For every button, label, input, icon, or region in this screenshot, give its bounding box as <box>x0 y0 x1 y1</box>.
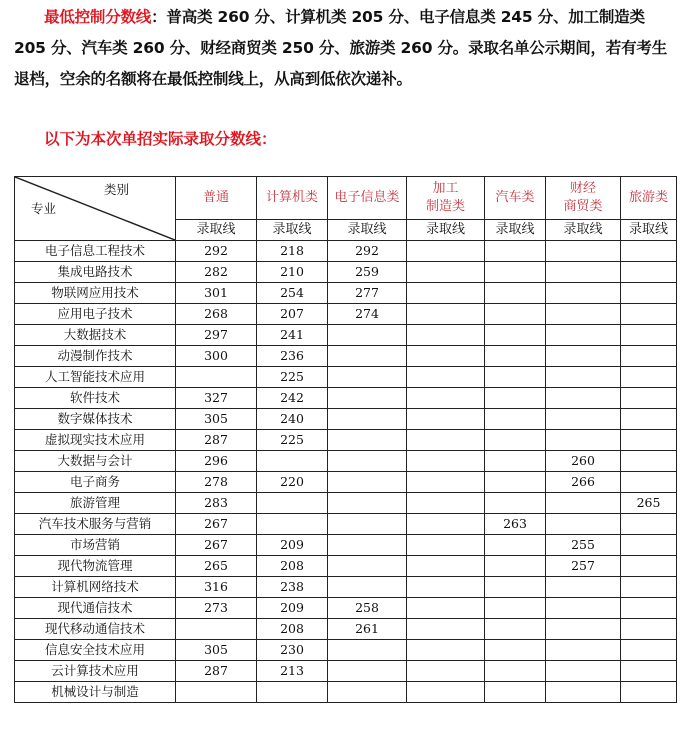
score-cell <box>485 598 546 619</box>
score-cell <box>176 367 257 388</box>
score-cell: 257 <box>546 556 621 577</box>
score-cell <box>546 682 621 703</box>
score-cell: 265 <box>176 556 257 577</box>
score-cell <box>407 304 485 325</box>
corner-category-label: 类别 <box>103 182 129 197</box>
table-row <box>15 304 677 325</box>
score-cell: 305 <box>176 409 257 430</box>
category-header-line: 旅游类 <box>628 189 668 205</box>
score-cell <box>621 367 677 388</box>
score-cell <box>546 619 621 640</box>
major-name: 现代通信技术 <box>15 598 176 619</box>
score-cell <box>407 535 485 556</box>
score-cell <box>621 241 677 262</box>
score-cell: 209 <box>257 535 328 556</box>
major-name: 人工智能技术应用 <box>15 367 176 388</box>
score-cell: 282 <box>176 262 257 283</box>
table-row <box>15 598 677 619</box>
score-cell <box>621 640 677 661</box>
table-row <box>15 640 677 661</box>
score-cell <box>621 304 677 325</box>
major-name: 现代物流管理 <box>15 556 176 577</box>
score-cell <box>257 682 328 703</box>
table-row <box>15 262 677 283</box>
table-row <box>15 388 677 409</box>
table-row <box>15 493 677 514</box>
score-cell: 287 <box>176 661 257 682</box>
score-cell <box>485 661 546 682</box>
table-row <box>15 661 677 682</box>
admission-line-label: 录取线 <box>621 219 677 240</box>
score-cell: 300 <box>176 346 257 367</box>
table-row <box>15 367 677 388</box>
score-cell <box>485 682 546 703</box>
score-cell: 259 <box>328 262 407 283</box>
score-cell <box>546 367 621 388</box>
admission-line-label: 录取线 <box>546 219 621 240</box>
score-cell <box>328 472 407 493</box>
table-row <box>15 619 677 640</box>
score-cell <box>621 577 677 598</box>
table-row <box>15 409 677 430</box>
score-cell: 225 <box>257 367 328 388</box>
header-row <box>15 177 677 220</box>
score-cell <box>407 283 485 304</box>
admission-line-label: 录取线 <box>257 219 328 240</box>
score-cell <box>485 325 546 346</box>
score-cell <box>621 514 677 535</box>
score-cell <box>621 472 677 493</box>
score-cell <box>407 472 485 493</box>
major-name: 动漫制作技术 <box>15 346 176 367</box>
score-cell <box>485 577 546 598</box>
score-cell <box>546 241 621 262</box>
major-name: 电子商务 <box>15 472 176 493</box>
score-cell: 263 <box>485 514 546 535</box>
score-cell: 316 <box>176 577 257 598</box>
score-cell <box>621 556 677 577</box>
score-cell <box>176 682 257 703</box>
category-header-line: 加工 <box>432 180 459 196</box>
intro-label: 最低控制分数线 <box>44 8 152 26</box>
table-row <box>15 556 677 577</box>
score-cell: 292 <box>176 241 257 262</box>
score-cell: 297 <box>176 325 257 346</box>
score-cell: 255 <box>546 535 621 556</box>
score-cell <box>546 577 621 598</box>
table-heading: 以下为本次单招实际录取分数线： <box>44 130 277 148</box>
major-name: 信息安全技术应用 <box>15 640 176 661</box>
score-cell <box>546 661 621 682</box>
score-cell: 277 <box>328 283 407 304</box>
major-name: 汽车技术服务与营销 <box>15 514 176 535</box>
score-cell <box>328 409 407 430</box>
score-cell: 261 <box>328 619 407 640</box>
score-cell <box>328 535 407 556</box>
score-cell <box>621 451 677 472</box>
score-cell <box>546 493 621 514</box>
score-cell <box>546 304 621 325</box>
score-cell <box>407 241 485 262</box>
major-name: 大数据技术 <box>15 325 176 346</box>
category-header-line: 财经 <box>569 180 596 196</box>
score-cell <box>328 577 407 598</box>
score-cell <box>546 283 621 304</box>
major-name: 物联网应用技术 <box>15 283 176 304</box>
score-cell <box>621 535 677 556</box>
corner-cell <box>15 177 176 241</box>
score-cell: 225 <box>257 430 328 451</box>
score-cell <box>407 346 485 367</box>
category-header-line: 汽车类 <box>495 189 535 205</box>
score-cell <box>621 388 677 409</box>
score-cell <box>485 241 546 262</box>
score-cell <box>546 430 621 451</box>
score-cell <box>546 409 621 430</box>
score-cell <box>546 598 621 619</box>
score-cell <box>407 619 485 640</box>
category-header <box>621 177 677 220</box>
score-cell: 274 <box>328 304 407 325</box>
major-name: 集成电路技术 <box>15 262 176 283</box>
score-cell <box>485 430 546 451</box>
score-cell <box>328 388 407 409</box>
major-name: 计算机网络技术 <box>15 577 176 598</box>
admission-line-label: 录取线 <box>328 219 407 240</box>
score-cell: 238 <box>257 577 328 598</box>
major-name: 数字媒体技术 <box>15 409 176 430</box>
table-row <box>15 283 677 304</box>
score-cell: 218 <box>257 241 328 262</box>
score-cell <box>621 682 677 703</box>
score-cell <box>621 619 677 640</box>
category-header <box>546 177 621 220</box>
score-cell: 265 <box>621 493 677 514</box>
score-cell <box>621 598 677 619</box>
score-cell <box>328 640 407 661</box>
major-name: 大数据与会计 <box>15 451 176 472</box>
score-cell: 213 <box>257 661 328 682</box>
score-cell: 254 <box>257 283 328 304</box>
score-cell: 260 <box>546 451 621 472</box>
score-cell: 296 <box>176 451 257 472</box>
table-row <box>15 325 677 346</box>
score-cell: 305 <box>176 640 257 661</box>
score-cell: 220 <box>257 472 328 493</box>
score-cell <box>485 640 546 661</box>
table-row <box>15 577 677 598</box>
major-name: 旅游管理 <box>15 493 176 514</box>
score-cell <box>328 514 407 535</box>
score-cell <box>407 451 485 472</box>
score-cell: 278 <box>176 472 257 493</box>
score-cell <box>621 430 677 451</box>
score-cell <box>407 514 485 535</box>
score-cell: 230 <box>257 640 328 661</box>
score-cell: 267 <box>176 535 257 556</box>
table-row <box>15 430 677 451</box>
major-name: 现代移动通信技术 <box>15 619 176 640</box>
score-cell: 209 <box>257 598 328 619</box>
major-name: 机械设计与制造 <box>15 682 176 703</box>
category-header <box>176 177 257 220</box>
score-cell: 327 <box>176 388 257 409</box>
score-cell <box>407 598 485 619</box>
major-name: 虚拟现实技术应用 <box>15 430 176 451</box>
score-cell <box>407 262 485 283</box>
score-cell <box>546 262 621 283</box>
score-cell <box>621 262 677 283</box>
score-cell: 207 <box>257 304 328 325</box>
major-name: 电子信息工程技术 <box>15 241 176 262</box>
score-cell <box>546 346 621 367</box>
score-cell <box>328 346 407 367</box>
score-cell <box>485 409 546 430</box>
table-row <box>15 535 677 556</box>
score-cell <box>485 619 546 640</box>
major-name: 云计算技术应用 <box>15 661 176 682</box>
score-cell <box>485 388 546 409</box>
score-cell <box>621 325 677 346</box>
major-name: 市场营销 <box>15 535 176 556</box>
major-name: 软件技术 <box>15 388 176 409</box>
table-row <box>15 346 677 367</box>
score-cell: 208 <box>257 556 328 577</box>
admission-line-label: 录取线 <box>407 219 485 240</box>
score-cell: 241 <box>257 325 328 346</box>
score-cell <box>328 430 407 451</box>
table-row <box>15 241 677 262</box>
score-cell: 208 <box>257 619 328 640</box>
corner-major-label: 专业 <box>31 201 57 216</box>
score-cell: 242 <box>257 388 328 409</box>
score-cell: 266 <box>546 472 621 493</box>
score-cell <box>485 367 546 388</box>
score-cell <box>407 325 485 346</box>
score-cell <box>407 430 485 451</box>
score-cell <box>485 262 546 283</box>
score-cell: 292 <box>328 241 407 262</box>
score-cell <box>546 514 621 535</box>
score-cell <box>621 661 677 682</box>
score-cell <box>257 493 328 514</box>
score-cell: 258 <box>328 598 407 619</box>
score-cell <box>328 661 407 682</box>
category-header <box>407 177 485 220</box>
category-header <box>257 177 328 220</box>
score-cell <box>407 367 485 388</box>
score-cell: 268 <box>176 304 257 325</box>
score-cell <box>485 472 546 493</box>
score-cell <box>407 409 485 430</box>
score-cell <box>407 640 485 661</box>
score-table <box>14 176 677 703</box>
category-header-line: 商贸类 <box>563 198 603 214</box>
score-cell: 287 <box>176 430 257 451</box>
score-cell <box>328 325 407 346</box>
score-cell <box>546 388 621 409</box>
score-cell <box>485 493 546 514</box>
score-cell <box>407 493 485 514</box>
category-header-line: 电子信息类 <box>334 189 400 205</box>
table-row <box>15 682 677 703</box>
score-cell <box>407 556 485 577</box>
score-cell <box>485 346 546 367</box>
score-cell <box>485 283 546 304</box>
score-cell <box>407 682 485 703</box>
score-cell: 283 <box>176 493 257 514</box>
category-header-line: 制造类 <box>425 198 465 214</box>
admission-line-label: 录取线 <box>485 219 546 240</box>
table-row <box>15 451 677 472</box>
category-header-line: 普通 <box>202 189 229 205</box>
score-cell <box>485 556 546 577</box>
intro-colon: ： <box>151 8 167 26</box>
score-cell: 240 <box>257 409 328 430</box>
score-cell <box>546 640 621 661</box>
score-cell <box>328 451 407 472</box>
admission-line-label: 录取线 <box>176 219 257 240</box>
score-cell <box>328 682 407 703</box>
category-header-line: 计算机类 <box>265 189 318 205</box>
score-cell <box>621 409 677 430</box>
category-header <box>328 177 407 220</box>
score-cell <box>257 451 328 472</box>
major-name: 应用电子技术 <box>15 304 176 325</box>
score-cell <box>546 325 621 346</box>
category-header <box>485 177 546 220</box>
score-cell <box>328 556 407 577</box>
score-cell: 301 <box>176 283 257 304</box>
score-cell <box>407 661 485 682</box>
score-cell <box>257 514 328 535</box>
table-row <box>15 514 677 535</box>
score-cell <box>621 346 677 367</box>
score-cell <box>407 388 485 409</box>
score-cell <box>328 493 407 514</box>
score-cell <box>176 619 257 640</box>
score-cell: 210 <box>257 262 328 283</box>
score-cell <box>407 577 485 598</box>
score-cell <box>328 367 407 388</box>
score-cell <box>485 451 546 472</box>
score-cell <box>485 535 546 556</box>
score-cell <box>621 283 677 304</box>
intro-paragraph <box>14 2 680 95</box>
table-row <box>15 472 677 493</box>
score-cell <box>485 304 546 325</box>
score-cell: 267 <box>176 514 257 535</box>
intro-text: 普高类 260 分、计算机类 205 分、电子信息类 245 分、加工制造类 205 分、汽车类 260 分、财经商贸类 250 分、旅游类 260 分。录取名单公示期间，若有考生退档，空余的名额将在最低控制线上，从高到低依次递补。 <box>14 8 667 88</box>
score-cell: 273 <box>176 598 257 619</box>
score-cell: 236 <box>257 346 328 367</box>
